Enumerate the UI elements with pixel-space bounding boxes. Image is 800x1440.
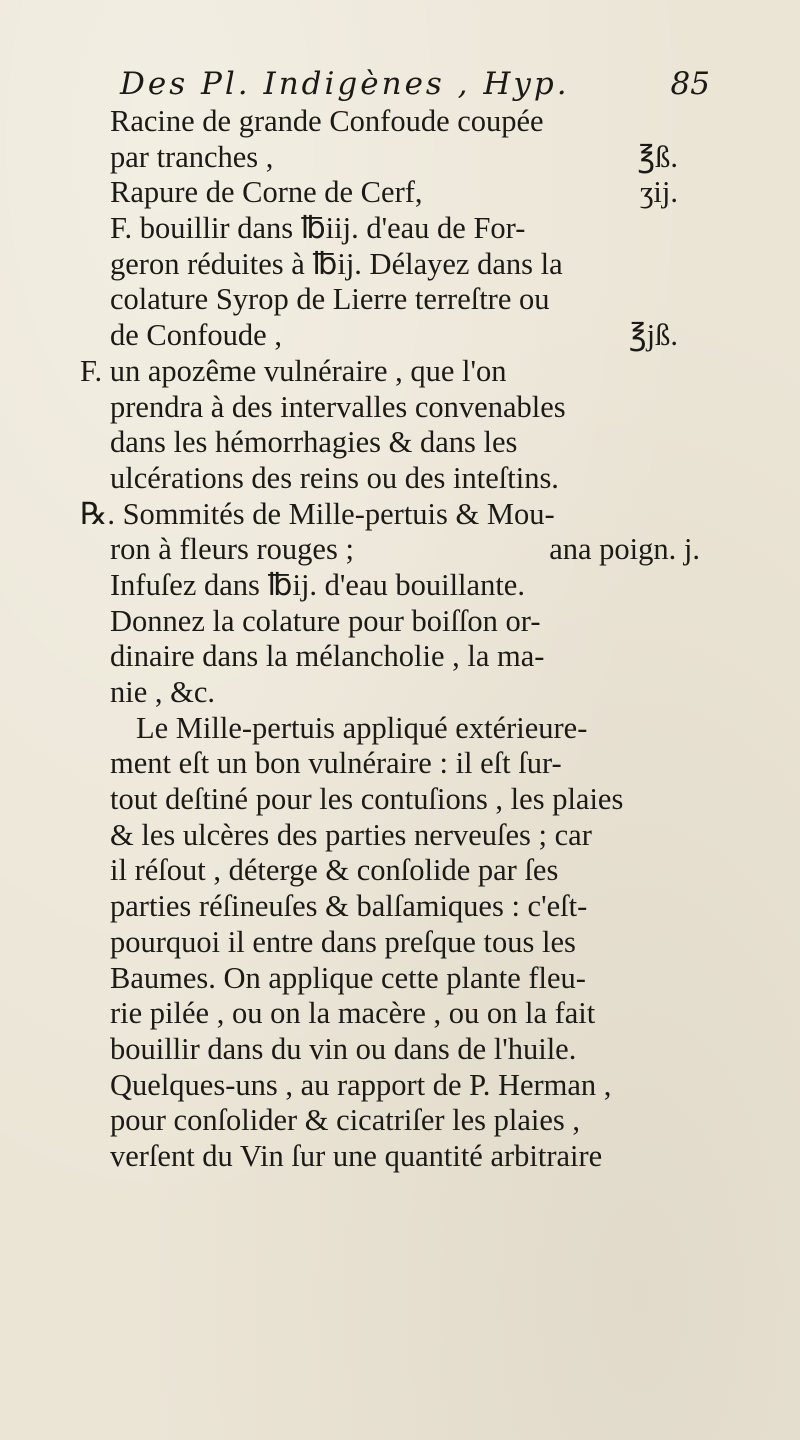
text-line-13: ron à fleurs rouges ; ana poign. j. [110,532,700,567]
text-line-25: Baumes. On applique cette plante fleu- [110,960,586,995]
dose-handful: ana poign. j. [549,532,700,567]
text-line-8: F. un apozême vulnéraire , que l'on [80,353,507,388]
text-line-15: Donnez la colature pour boiſſon or- [110,603,541,638]
text-line-18: Le Mille-pertuis appliqué extérieure- [136,710,588,745]
text-line-5: geron réduites à ℔ij. Délayez dans la [110,246,563,281]
running-header [120,66,710,106]
text-line-17: nie , &c. [110,675,216,709]
text-line-2: par tranches , ℥ß. [110,139,678,174]
text-line-7: de Confoude , ℥jß. [110,318,678,353]
text-line-29: pour conſolider & cicatriſer les plaies , [110,1103,581,1138]
text-line-12: ℞. Sommités de Mille-pertuis & Mou- [80,496,555,531]
text-line-24: pourquoi il entre dans preſque tous les [110,924,576,959]
text-line-6: colature Syrop de Lierre terreſtre ou [110,282,550,317]
text-line-20: tout deſtiné pour les contuſions , les plaies [110,782,624,817]
text-line-19: ment eſt un bon vulnéraire : il eſt ſur- [110,746,562,781]
body-text [80,104,700,1175]
text-line-1: Racine de grande Confoude coupée [110,104,544,138]
text-line-16: dinaire dans la mélancholie , la ma- [110,639,545,674]
text-line-28: Quelques-uns , au rapport de P. Herman , [110,1067,612,1102]
dose-one-half-ounce: ℥jß. [629,318,678,353]
text-line-22: il réſout , déterge & conſolide par ſes [110,853,559,888]
text-line-30: verſent du Vin ſur une quantité arbitraire [110,1138,603,1173]
text-line-3: Rapure de Corne de Cerf, ʒij. [110,175,678,210]
text-line-27: bouillir dans du vin ou dans de l'huile. [110,1031,577,1066]
text-line-9: prendra à des intervalles convenables [110,389,566,424]
dose-two-drachms: ʒij. [639,175,678,210]
text-line-26: rie pilée , ou on la macère , ou on la fait [110,996,596,1031]
text-line-23: parties réſineuſes & balſamiques : c'eſt- [110,889,588,924]
text-line-10: dans les hémorrhagies & dans les [110,425,518,460]
text-line-21: & les ulcères des parties nerveuſes ; car [110,817,592,852]
running-title: Des Pl. Indigènes , Hyp. [120,66,570,102]
text-line-11: ulcérations des reins ou des inteſtins. [110,460,559,495]
text-line-4: F. bouillir dans ℔iij. d'eau de For- [110,211,526,246]
dose-half-ounce: ℥ß. [637,139,678,174]
text-line-14: Infuſez dans ℔ij. d'eau bouillante. [110,567,525,602]
page-number: 85 [670,66,710,102]
